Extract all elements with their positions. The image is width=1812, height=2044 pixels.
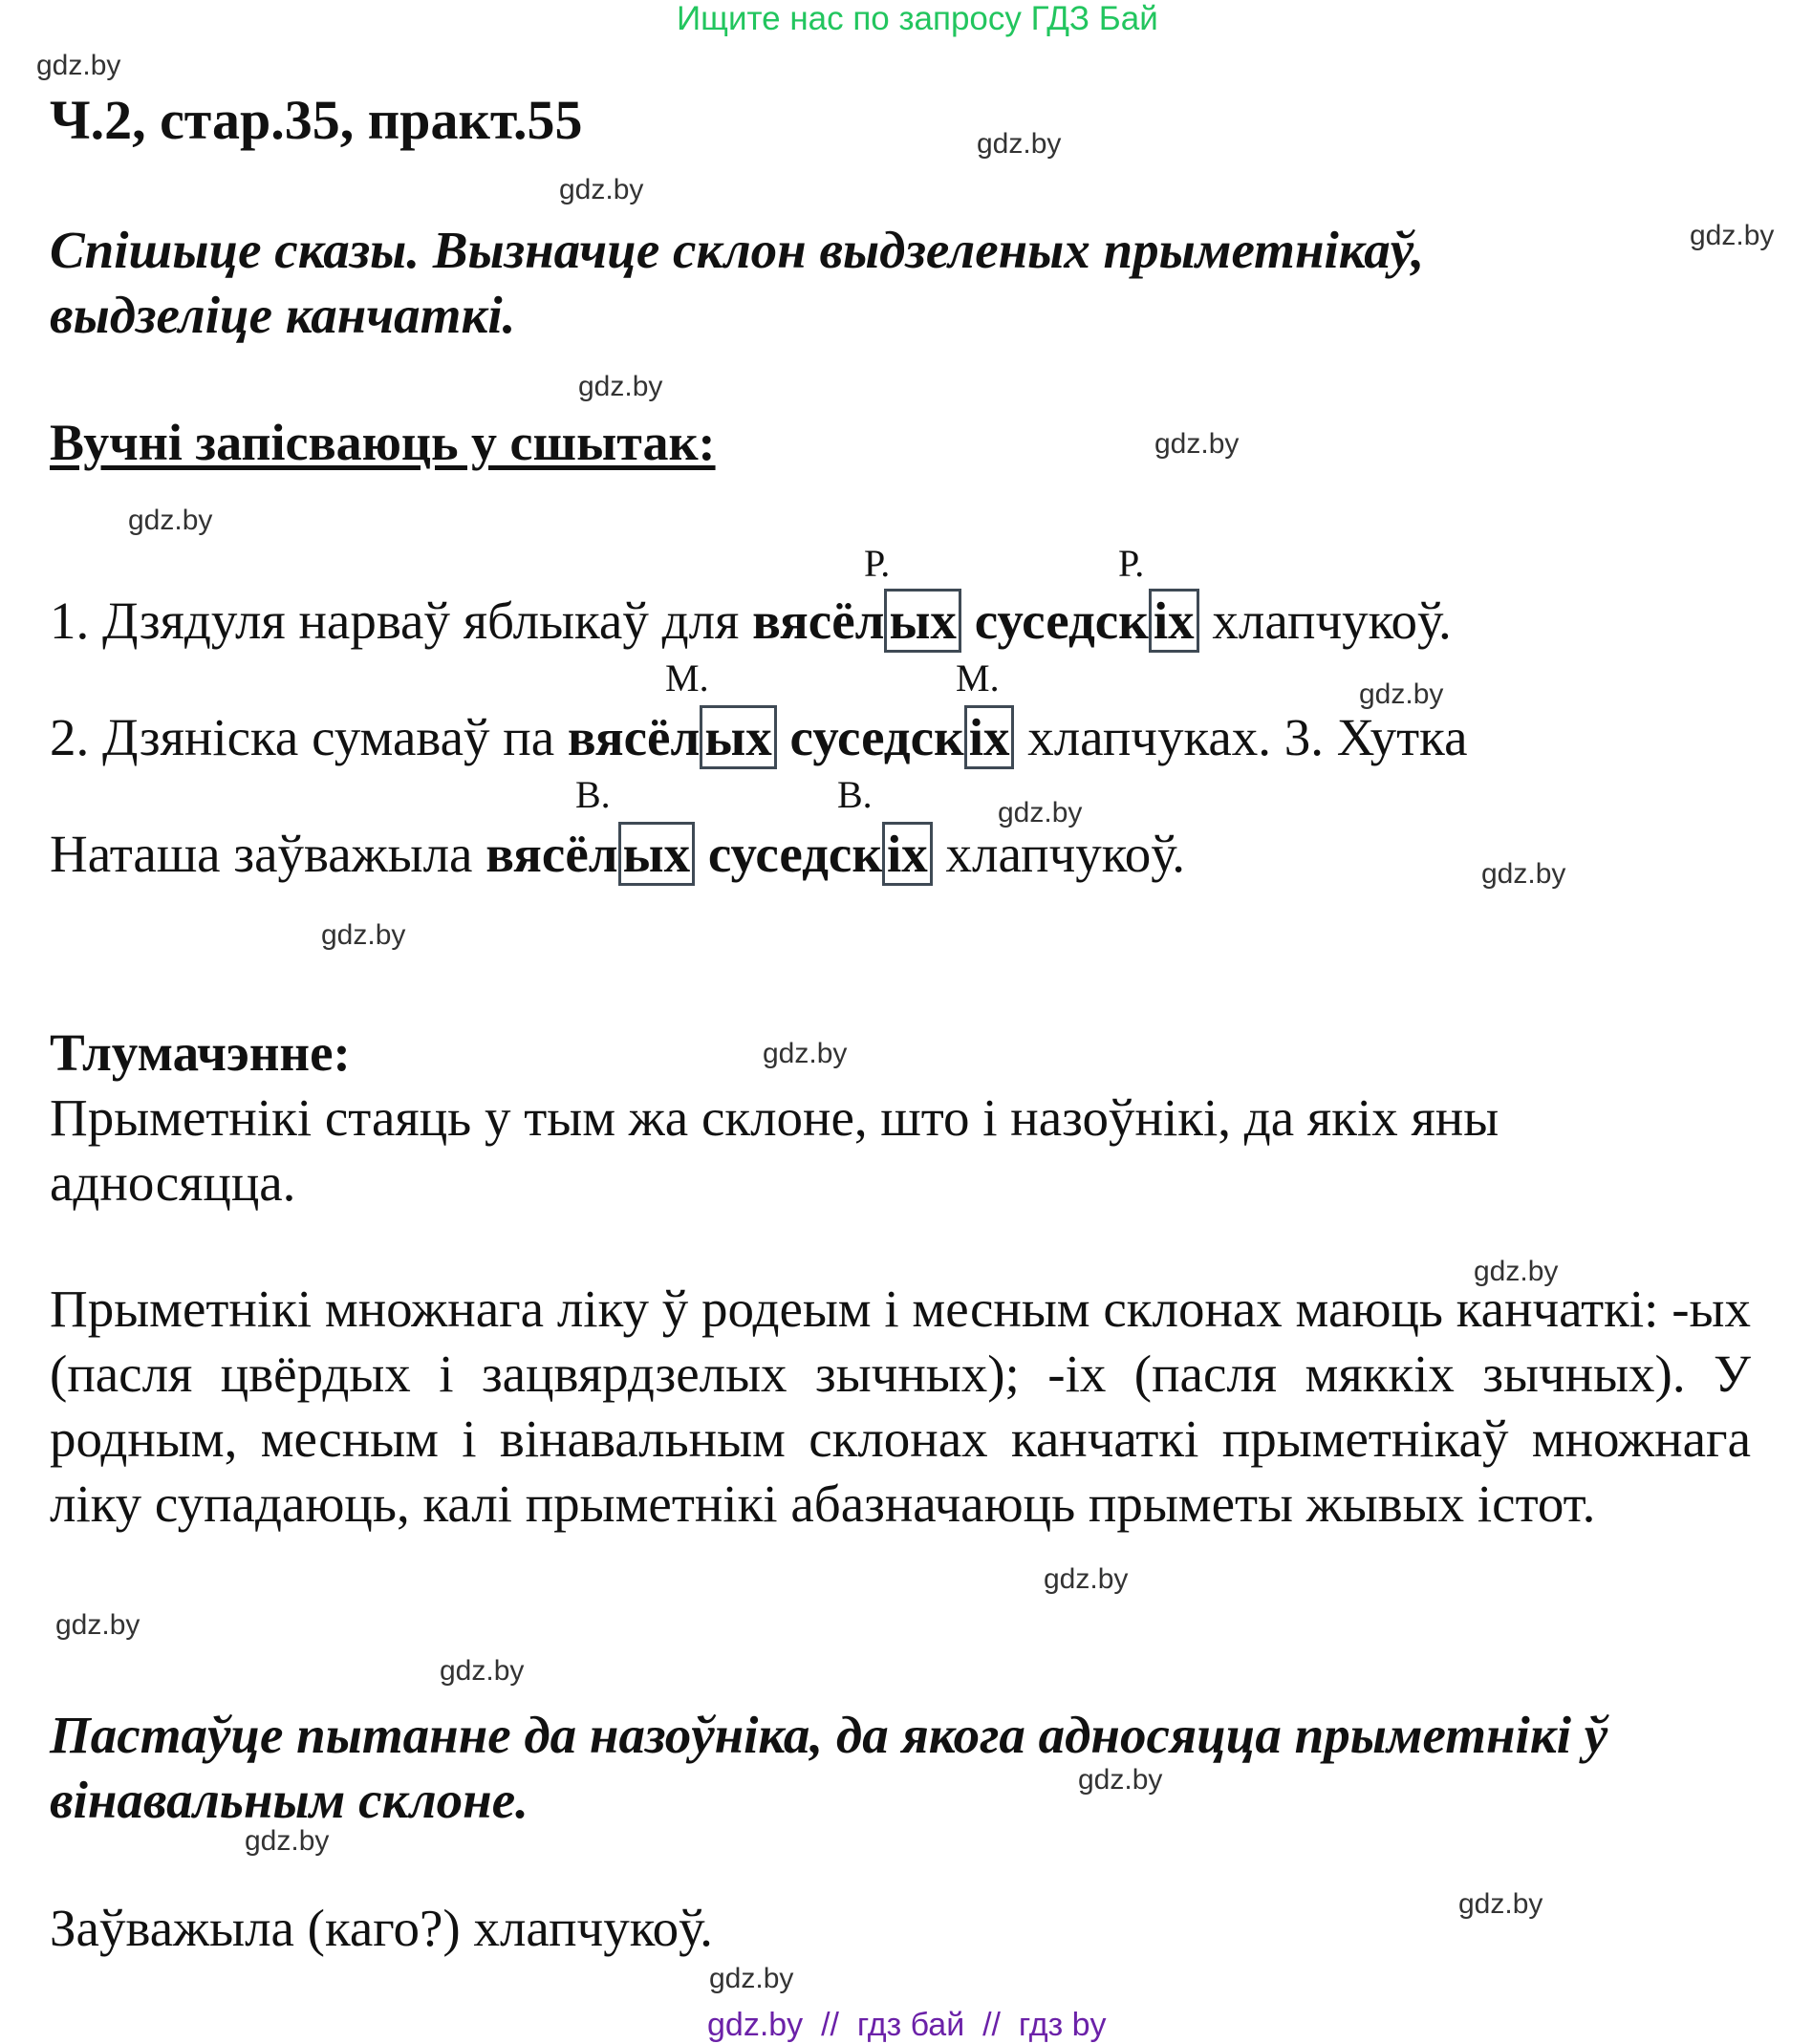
page-title: Ч.2, стар.35, практ.55 bbox=[50, 89, 583, 151]
watermark: gdz.by bbox=[763, 1038, 848, 1069]
case-mark: Р. bbox=[864, 542, 891, 585]
watermark: gdz.by bbox=[709, 1963, 794, 1994]
adjective-stem: вясёл bbox=[485, 825, 618, 883]
adjective-ending: ых bbox=[700, 705, 776, 769]
watermark: gdz.by bbox=[1359, 678, 1444, 710]
task-line-2: выдзеліце канчаткі. bbox=[50, 286, 516, 344]
explanation-paragraph-2: Прыметнікі множнага ліку ў родеым і месным склонах маюць канчаткі: -ых (пасля цвёрдых і зацвярдзелых зычных); -іх (пасля мяккіх зычных). У родным, месным і вінавальным склонах канчаткі прыметнікаў множнага ліку супадаюць, калі прыметнікі абазначаюць прыметы жывых істот. bbox=[50, 1280, 1751, 1533]
adjective-stem: вясёл bbox=[752, 592, 885, 650]
subheading: Вучні запісваюць у сшытак: bbox=[50, 414, 716, 471]
watermark: gdz.by bbox=[1154, 428, 1240, 460]
sentence-text: 2. Дзяніска сумаваў па bbox=[50, 708, 568, 766]
case-mark: Р. bbox=[1118, 542, 1145, 585]
watermark: gdz.by bbox=[55, 1609, 140, 1641]
watermark: gdz.by bbox=[36, 50, 121, 81]
adjective-ending: ых bbox=[884, 589, 960, 653]
watermark: gdz.by bbox=[578, 371, 663, 402]
adjective-stem: суседск bbox=[974, 592, 1149, 650]
case-mark: М. bbox=[956, 656, 1000, 699]
sentence-text: 1. Дзядуля нарваў яблыкаў для bbox=[50, 592, 753, 650]
sentence-text: хлапчуках. 3. Хутка bbox=[1014, 708, 1468, 766]
search-hint-link[interactable]: Ищите нас по запросу ГДЗ Бай bbox=[677, 0, 1158, 37]
task2-line-1: Пастаўце пытанне да назоўніка, да якога адносяцца прыметнікі ў bbox=[50, 1706, 1608, 1764]
watermark: gdz.by bbox=[1044, 1563, 1129, 1595]
adjective-ending: ых bbox=[618, 822, 695, 886]
watermark: gdz.by bbox=[321, 919, 406, 951]
watermark: gdz.by bbox=[128, 505, 213, 536]
case-mark: В. bbox=[837, 773, 873, 816]
footer-links[interactable]: gdz.by // гдз бай // гдз by bbox=[707, 2007, 1107, 2043]
adjective-stem: суседск bbox=[707, 825, 883, 883]
adjective-ending: іх bbox=[964, 705, 1015, 769]
case-mark: М. bbox=[665, 656, 709, 699]
adjective-ending: іх bbox=[1149, 589, 1199, 653]
sentence-text: хлапчукоў. bbox=[932, 825, 1185, 883]
answer-line: Заўважыла (каго?) хлапчукоў. bbox=[50, 1899, 713, 1957]
watermark: gdz.by bbox=[559, 174, 644, 205]
watermark: gdz.by bbox=[440, 1655, 525, 1687]
watermark: gdz.by bbox=[998, 797, 1083, 828]
adjective-stem: вясёл bbox=[567, 708, 701, 766]
adjective-stem: суседск bbox=[789, 708, 964, 766]
task-line-1: Спішыце сказы. Вызначце склон выдзеленых прыметнікаў, bbox=[50, 221, 1425, 279]
sentence-2 bbox=[50, 707, 1467, 767]
sentence-text: Наташа заўважыла bbox=[50, 825, 486, 883]
sentence-text: хлапчукоў. bbox=[1198, 592, 1452, 650]
task2-line-2: вінавальным склоне. bbox=[50, 1771, 528, 1829]
explanation-heading: Тлумачэнне: bbox=[50, 1023, 351, 1082]
watermark: gdz.by bbox=[1458, 1888, 1543, 1920]
watermark: gdz.by bbox=[977, 128, 1062, 160]
watermark: gdz.by bbox=[1481, 858, 1566, 890]
sentence-1 bbox=[50, 591, 1452, 651]
explanation-paragraph-1: Прыметнікі стаяць у тым жа склоне, што і назоўнікі, да якіх яны адносяцца. bbox=[50, 1088, 1499, 1212]
adjective-ending: іх bbox=[882, 822, 933, 886]
watermark: gdz.by bbox=[245, 1825, 330, 1857]
case-mark: В. bbox=[575, 773, 611, 816]
watermark: gdz.by bbox=[1690, 220, 1775, 251]
watermark: gdz.by bbox=[1078, 1764, 1163, 1796]
sentence-3 bbox=[50, 824, 1185, 884]
watermark: gdz.by bbox=[1474, 1256, 1559, 1287]
